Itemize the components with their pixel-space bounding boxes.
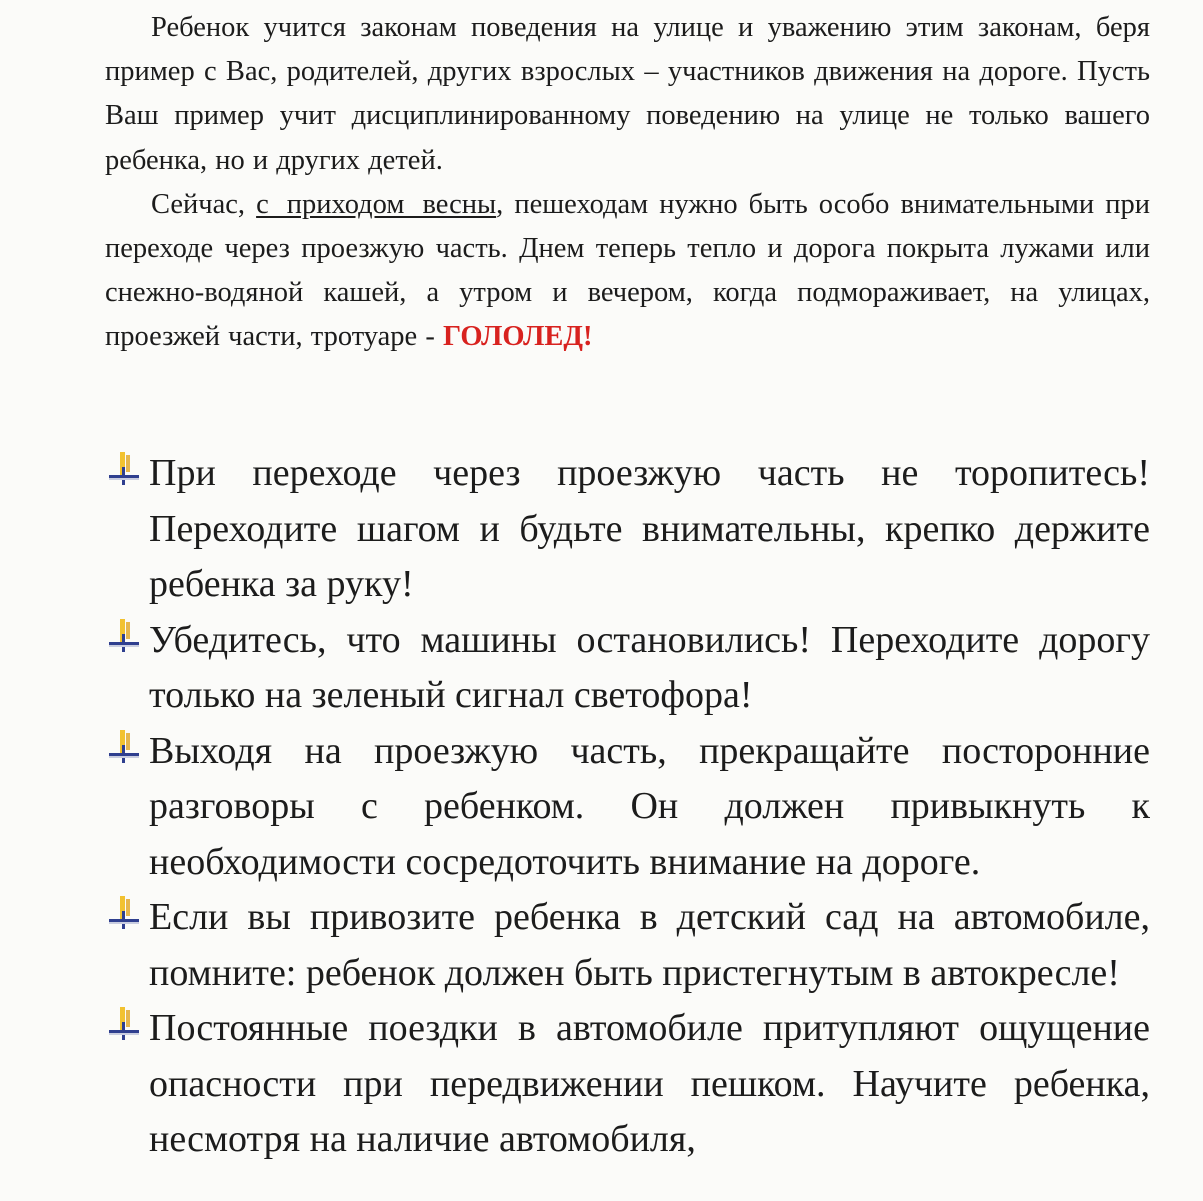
tip-text: Убедитесь, что машины остановились! Переходите дорогу только на зеленый сигнал светофора! (149, 618, 1150, 716)
tip-text: Выходя на проезжую часть, прекращайте посторонние разговоры с ребенком. Он должен привыкнуть к необходимости сосредоточить внимание на дороге. (149, 729, 1150, 883)
tip-item (105, 724, 1150, 891)
intro-text (105, 6, 1150, 360)
intro-paragraph-2-rest: , пешеходам нужно быть особо внимательными при переходе через проезжую часть. Днем теперь тепло и дорога покрыта лужами или снежно-водяной кашей, а утром и вечером, когда подмораживает, на улицах, проезжей части, тротуаре - (105, 188, 1150, 353)
intro-paragraph-2 (105, 183, 1150, 360)
arrow-plus-bullet-icon (105, 730, 143, 764)
arrow-plus-bullet-icon (105, 896, 143, 930)
arrow-plus-bullet-icon (105, 1007, 143, 1041)
intro-paragraph-1: Ребенок учится законам поведения на улице и уважению этим законам, беря пример с Вас, родителей, других взрослых – участников движения на дороге. Пусть Ваш пример учит дисциплинированному поведению на улице не только вашего ребенка, но и других детей. (105, 12, 1150, 176)
tip-item (105, 613, 1150, 724)
intro-paragraph-2-start: Сейчас, (151, 188, 246, 220)
tip-text: При переходе через проезжую часть не торопитесь! Переходите шагом и будьте внимательны, крепко держите ребенка за руку! (149, 452, 1150, 605)
warning-text: ГОЛОЛЕД! (442, 321, 593, 353)
arrow-plus-bullet-icon (105, 619, 143, 653)
tip-text: Постоянные поездки в автомобиле притупляют ощущение опасности при передвижении пешком. Научите ребенка, несмотря на наличие автомобиля, (149, 1007, 1150, 1160)
underlined-phrase: с приходом весны (256, 188, 497, 220)
arrow-plus-bullet-icon (105, 452, 143, 486)
tip-text: Если вы привозите ребенка в детский сад на автомобиле, помните: ребенок должен быть пристегнутым в автокресле! (149, 896, 1150, 994)
tip-item (105, 890, 1150, 1001)
tip-item (105, 1001, 1150, 1168)
tip-item (105, 446, 1150, 613)
tips-list (105, 446, 1150, 1168)
